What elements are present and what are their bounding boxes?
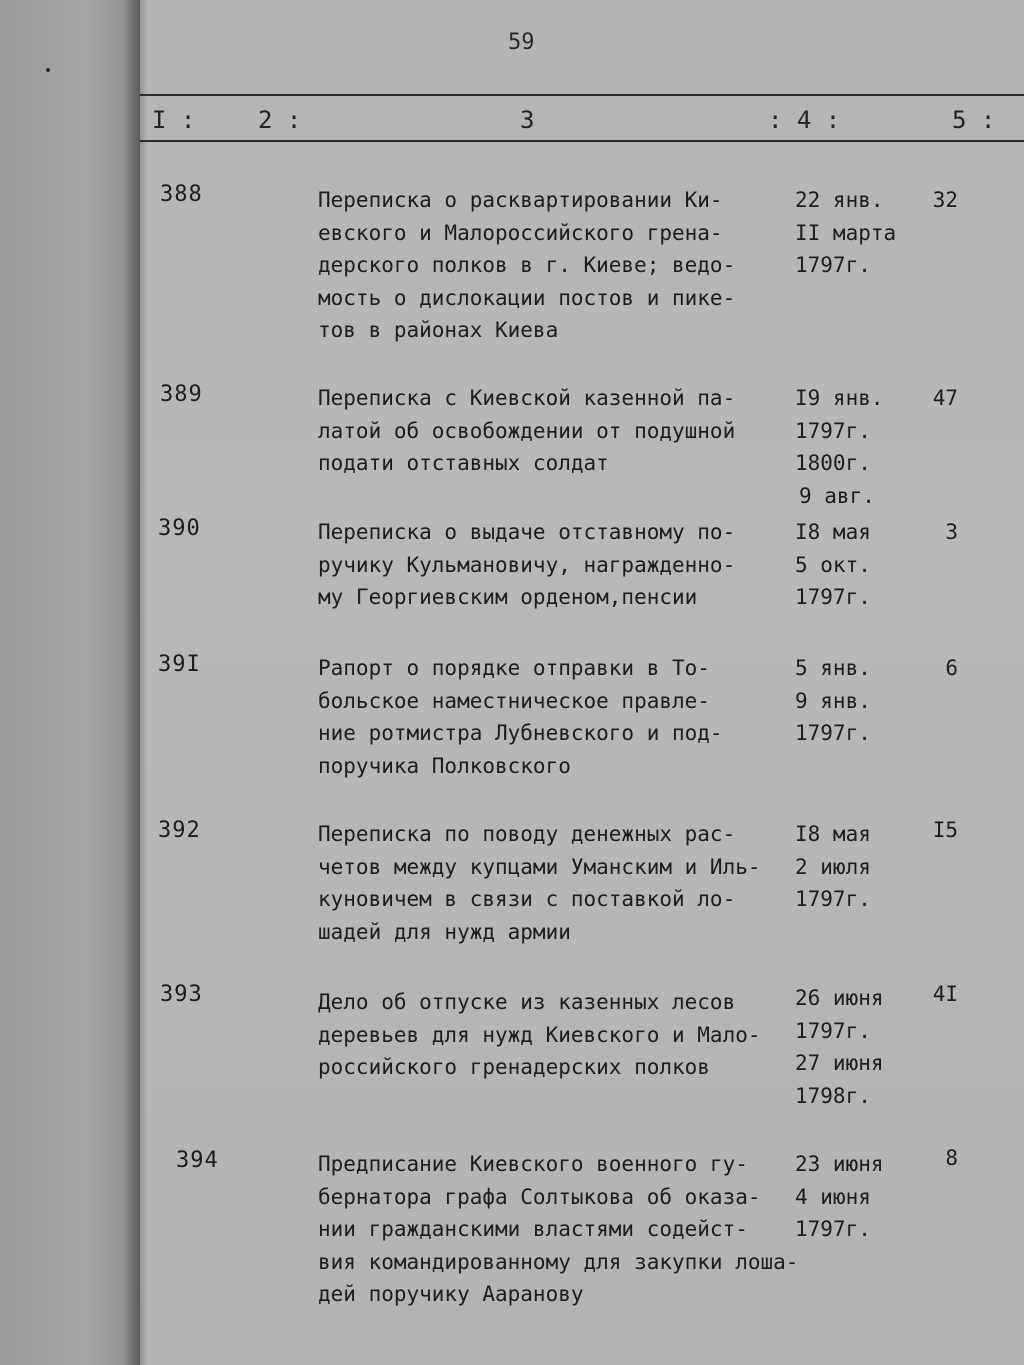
facing-page-edge bbox=[0, 0, 140, 1365]
sheet-count: 6 bbox=[945, 656, 958, 680]
date-line: 2 июля bbox=[795, 854, 871, 879]
page-number: 59 bbox=[508, 30, 535, 55]
date-line: 5 янв. bbox=[795, 656, 871, 680]
description-line: деревьев для нужд Киевского и Мало- bbox=[318, 1022, 761, 1047]
column-header-3: 3 bbox=[520, 106, 535, 134]
entry-description bbox=[318, 184, 778, 347]
document-page bbox=[140, 0, 1024, 1365]
entry-description bbox=[318, 652, 778, 782]
date-line: 4 июня bbox=[795, 1184, 871, 1209]
entry-number: 393 bbox=[160, 982, 203, 1007]
description-line: Дело об отпуске из казенных лесов bbox=[318, 990, 736, 1014]
date-line: 1797г. bbox=[795, 1217, 871, 1242]
date-line: 1797г. bbox=[795, 1018, 871, 1043]
description-line: куновичем в связи с поставкой ло- bbox=[318, 887, 736, 912]
table-header-bottom-rule bbox=[140, 140, 1024, 142]
description-line: российского гренадерских полков bbox=[318, 1055, 710, 1080]
date-line: 1797г. bbox=[795, 253, 871, 278]
entry-number: 392 bbox=[158, 818, 201, 843]
description-line: тов в районах Киева bbox=[318, 318, 559, 343]
description-line: вия командированному для закупки лоша- bbox=[318, 1249, 799, 1274]
description-line: шадей для нужд армии bbox=[318, 919, 571, 944]
description-line: Переписка с Киевской казенной па- bbox=[318, 386, 736, 410]
description-line: му Георгиевским орденом,пенсии bbox=[318, 585, 698, 610]
sheet-count: 3 bbox=[945, 520, 958, 544]
date-line: 26 июня bbox=[795, 986, 884, 1010]
entry-dates bbox=[795, 1148, 915, 1246]
description-line: четов между купцами Уманским и Иль- bbox=[318, 854, 761, 879]
description-line: дерского полков в г. Киеве; ведо- bbox=[318, 253, 736, 278]
date-line: 1797г. bbox=[795, 585, 871, 610]
description-line: Переписка о выдаче отставному по- bbox=[318, 520, 736, 544]
date-line: 23 июня bbox=[795, 1152, 884, 1176]
entry-number: 388 bbox=[160, 182, 203, 207]
description-line: Рапорт о порядке отправки в То- bbox=[318, 656, 710, 680]
gutter-shadow bbox=[140, 0, 148, 1365]
description-line: латой об освобождении от подушной bbox=[318, 418, 736, 443]
description-line: бернатора графа Солтыкова об оказа- bbox=[318, 1184, 761, 1209]
column-header-2: 2 : bbox=[258, 106, 302, 134]
date-line: I8 мая bbox=[795, 822, 871, 846]
date-line: 9 авг. bbox=[799, 483, 875, 508]
entry-description bbox=[318, 986, 778, 1084]
description-line: больское наместническое правле- bbox=[318, 688, 710, 713]
entry-dates bbox=[795, 382, 915, 512]
date-line: 5 окт. bbox=[795, 552, 871, 577]
entry-dates bbox=[795, 184, 915, 282]
sheet-count: I5 bbox=[932, 818, 958, 842]
date-line: 1797г. bbox=[795, 418, 871, 443]
entry-dates bbox=[795, 982, 915, 1112]
date-line: 1797г. bbox=[795, 887, 871, 912]
entry-number: 394 bbox=[176, 1148, 219, 1173]
binding-shadow bbox=[122, 0, 140, 1365]
entry-dates bbox=[795, 652, 915, 750]
entry-description bbox=[318, 818, 778, 948]
sheet-count: 8 bbox=[945, 1146, 958, 1170]
column-header-5: 5 : bbox=[952, 106, 996, 134]
description-line: ручику Кульмановичу, награжденно- bbox=[318, 552, 736, 577]
description-line: Переписка по поводу денежных рас- bbox=[318, 822, 736, 846]
sheet-count: 47 bbox=[932, 386, 958, 410]
description-line: Предписание Киевского военного гу- bbox=[318, 1152, 748, 1176]
date-line: 27 июня bbox=[795, 1051, 884, 1076]
sheet-count: 32 bbox=[932, 188, 958, 212]
entry-description bbox=[318, 382, 778, 480]
ink-dot bbox=[46, 68, 50, 72]
entry-number: 389 bbox=[160, 382, 203, 407]
sheet-count: 4I bbox=[932, 982, 958, 1006]
column-header-1: I : bbox=[152, 106, 196, 134]
entry-number: 390 bbox=[158, 516, 201, 541]
column-header-4: : 4 : bbox=[768, 106, 841, 134]
entry-number: 39I bbox=[158, 652, 201, 677]
description-line: евского и Малороссийского грена- bbox=[318, 220, 723, 245]
date-line: 9 янв. bbox=[795, 688, 871, 713]
entry-description bbox=[318, 516, 778, 614]
date-line: 1800г. bbox=[795, 451, 871, 476]
table-header-top-rule bbox=[140, 94, 1024, 96]
date-line: I8 мая bbox=[795, 520, 871, 544]
date-line: 22 янв. bbox=[795, 188, 884, 212]
entry-description bbox=[318, 1148, 799, 1311]
entry-dates bbox=[795, 818, 915, 916]
description-line: дей поручику Ааранову bbox=[318, 1282, 584, 1307]
date-line: I9 янв. bbox=[795, 386, 884, 410]
date-line: 1798г. bbox=[795, 1083, 871, 1108]
date-line: II марта bbox=[795, 220, 897, 245]
description-line: нии гражданскими властями содейст- bbox=[318, 1217, 748, 1242]
date-line: 1797г. bbox=[795, 721, 871, 746]
description-line: поручика Полковского bbox=[318, 753, 571, 778]
description-line: мость о дислокации постов и пике- bbox=[318, 285, 736, 310]
description-line: подати отставных солдат bbox=[318, 451, 609, 476]
description-line: Переписка о расквартировании Ки- bbox=[318, 188, 723, 212]
description-line: ние ротмистра Лубневского и под- bbox=[318, 721, 723, 746]
entry-dates bbox=[795, 516, 915, 614]
